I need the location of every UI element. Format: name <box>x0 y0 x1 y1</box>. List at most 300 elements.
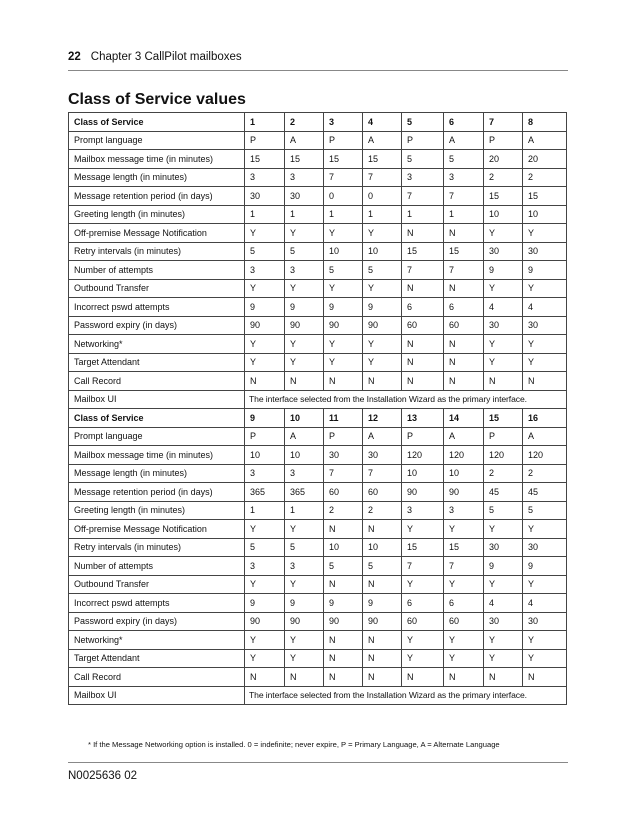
row-value: N <box>363 372 402 391</box>
row-value: 5 <box>245 242 285 261</box>
page-number: 22 <box>68 51 81 63</box>
row-value: 90 <box>285 612 324 631</box>
row-value: N <box>245 668 285 687</box>
header-cell-class: 15 <box>484 409 523 428</box>
row-value: Y <box>402 520 444 539</box>
row-value: 10 <box>285 446 324 465</box>
row-value: 120 <box>484 446 523 465</box>
mailbox-ui-value: The interface selected from the Installation Wizard as the primary interface. <box>245 390 567 409</box>
row-value: N <box>402 224 444 243</box>
row-value: 5 <box>285 242 324 261</box>
row-value: N <box>363 575 402 594</box>
row-value: 9 <box>523 261 567 280</box>
row-value: 15 <box>245 150 285 169</box>
row-label: Outbound Transfer <box>69 575 245 594</box>
row-value: 4 <box>484 298 523 317</box>
row-value: Y <box>285 353 324 372</box>
row-value: Y <box>245 575 285 594</box>
table-row <box>69 446 567 465</box>
row-value: 4 <box>523 298 567 317</box>
row-label: Number of attempts <box>69 261 245 280</box>
row-value: Y <box>285 520 324 539</box>
row-value: A <box>363 427 402 446</box>
row-value: A <box>285 131 324 150</box>
header-cell-class: 11 <box>324 409 363 428</box>
row-value: Y <box>444 575 484 594</box>
row-value: 5 <box>324 261 363 280</box>
row-value: P <box>402 427 444 446</box>
row-label: Mailbox message time (in minutes) <box>69 446 245 465</box>
table-row <box>69 242 567 261</box>
row-value: 10 <box>444 464 484 483</box>
row-value: 9 <box>484 261 523 280</box>
row-value: N <box>444 372 484 391</box>
row-value: 9 <box>523 557 567 576</box>
row-value: 7 <box>444 557 484 576</box>
table-row <box>69 168 567 187</box>
header-cell-class: 6 <box>444 113 484 132</box>
row-value: 1 <box>324 205 363 224</box>
row-value: P <box>324 131 363 150</box>
row-value: N <box>324 575 363 594</box>
footnote: * If the Message Networking option is installed. 0 = indefinite; never expire, P = Primary Language, A = Alternate Language <box>88 740 500 749</box>
table-row <box>69 187 567 206</box>
row-value: P <box>324 427 363 446</box>
row-value: 6 <box>444 594 484 613</box>
row-value: 30 <box>484 242 523 261</box>
row-value: 2 <box>484 464 523 483</box>
row-value: 90 <box>324 316 363 335</box>
row-value: 9 <box>363 298 402 317</box>
row-value: 7 <box>402 557 444 576</box>
row-value: 3 <box>245 168 285 187</box>
table-body <box>69 113 567 705</box>
row-value: 3 <box>285 557 324 576</box>
header-cell-class: 3 <box>324 113 363 132</box>
row-value: Y <box>245 335 285 354</box>
row-value: 60 <box>402 316 444 335</box>
row-value: Y <box>245 649 285 668</box>
row-value: N <box>484 668 523 687</box>
table-header-row <box>69 113 567 132</box>
row-value: 5 <box>363 557 402 576</box>
header-cell-class: 10 <box>285 409 324 428</box>
row-value: Y <box>402 649 444 668</box>
row-value: 90 <box>324 612 363 631</box>
row-value: 4 <box>484 594 523 613</box>
row-label: Call Record <box>69 668 245 687</box>
row-value: Y <box>324 353 363 372</box>
row-value: 9 <box>245 298 285 317</box>
row-value: 15 <box>523 187 567 206</box>
row-value: Y <box>484 575 523 594</box>
row-label: Message retention period (in days) <box>69 483 245 502</box>
table-row <box>69 520 567 539</box>
row-label: Number of attempts <box>69 557 245 576</box>
row-value: N <box>402 372 444 391</box>
header-cell-class: 12 <box>363 409 402 428</box>
table-row <box>69 261 567 280</box>
row-value: N <box>324 649 363 668</box>
row-value: 9 <box>484 557 523 576</box>
row-value: Y <box>523 353 567 372</box>
row-label: Prompt language <box>69 427 245 446</box>
row-value: N <box>363 631 402 650</box>
row-value: Y <box>402 631 444 650</box>
row-value: N <box>444 353 484 372</box>
row-value: Y <box>363 335 402 354</box>
row-label: Call Record <box>69 372 245 391</box>
row-value: 5 <box>363 261 402 280</box>
row-value: 9 <box>285 594 324 613</box>
row-value: 120 <box>444 446 484 465</box>
table-row <box>69 594 567 613</box>
row-value: 30 <box>523 316 567 335</box>
row-value: 15 <box>444 242 484 261</box>
row-value: 15 <box>285 150 324 169</box>
row-label: Greeting length (in minutes) <box>69 205 245 224</box>
table-row <box>69 501 567 520</box>
page-header <box>68 50 568 64</box>
row-value: 1 <box>285 205 324 224</box>
row-value: 120 <box>402 446 444 465</box>
row-value: 9 <box>324 594 363 613</box>
header-cell-class: 7 <box>484 113 523 132</box>
row-label: Networking* <box>69 335 245 354</box>
table-row <box>69 224 567 243</box>
row-value: N <box>285 668 324 687</box>
table-row <box>69 538 567 557</box>
row-value: 120 <box>523 446 567 465</box>
row-label: Off-premise Message Notification <box>69 224 245 243</box>
row-value: 10 <box>402 464 444 483</box>
row-value: 2 <box>523 464 567 483</box>
row-value: Y <box>245 631 285 650</box>
table-row <box>69 131 567 150</box>
row-value: 5 <box>285 538 324 557</box>
row-value: 9 <box>245 594 285 613</box>
row-label: Retry intervals (in minutes) <box>69 242 245 261</box>
row-value: 15 <box>444 538 484 557</box>
row-label: Networking* <box>69 631 245 650</box>
table-row <box>69 335 567 354</box>
row-value: Y <box>245 520 285 539</box>
row-value: N <box>245 372 285 391</box>
row-value: N <box>363 520 402 539</box>
row-value: 3 <box>402 168 444 187</box>
row-value: N <box>324 372 363 391</box>
document-id: N0025636 02 <box>68 770 138 782</box>
row-value: Y <box>444 520 484 539</box>
row-value: 5 <box>484 501 523 520</box>
row-label: Prompt language <box>69 131 245 150</box>
mailbox-ui-value: The interface selected from the Installation Wizard as the primary interface. <box>245 686 567 705</box>
row-value: Y <box>285 335 324 354</box>
table-row <box>69 150 567 169</box>
row-value: A <box>444 131 484 150</box>
row-label: Password expiry (in days) <box>69 316 245 335</box>
table-row <box>69 631 567 650</box>
header-cell-class: 1 <box>245 113 285 132</box>
row-value: Y <box>363 224 402 243</box>
row-value: N <box>402 279 444 298</box>
row-value: 60 <box>444 316 484 335</box>
row-value: 5 <box>324 557 363 576</box>
row-value: 5 <box>245 538 285 557</box>
row-value: Y <box>285 631 324 650</box>
row-value: 30 <box>523 242 567 261</box>
row-value: N <box>324 668 363 687</box>
row-value: 3 <box>285 168 324 187</box>
row-value: Y <box>523 631 567 650</box>
row-value: 30 <box>245 187 285 206</box>
row-value: Y <box>484 649 523 668</box>
row-value: 2 <box>523 168 567 187</box>
row-value: 30 <box>363 446 402 465</box>
row-value: Y <box>523 520 567 539</box>
row-value: Y <box>484 520 523 539</box>
row-value: N <box>523 372 567 391</box>
row-label: Message length (in minutes) <box>69 168 245 187</box>
row-value: 15 <box>402 242 444 261</box>
row-label: Message length (in minutes) <box>69 464 245 483</box>
row-value: 30 <box>523 538 567 557</box>
header-cell-class: 14 <box>444 409 484 428</box>
table-row <box>69 649 567 668</box>
header-cell-class: 4 <box>363 113 402 132</box>
row-value: 0 <box>324 187 363 206</box>
header-cell-class: 8 <box>523 113 567 132</box>
row-value: 365 <box>285 483 324 502</box>
row-value: 20 <box>523 150 567 169</box>
table-row <box>69 316 567 335</box>
row-value: Y <box>245 224 285 243</box>
row-value: 30 <box>484 316 523 335</box>
header-cell-class: 5 <box>402 113 444 132</box>
row-value: Y <box>523 335 567 354</box>
table-row <box>69 205 567 224</box>
row-value: Y <box>444 631 484 650</box>
row-value: 15 <box>363 150 402 169</box>
row-value: Y <box>484 335 523 354</box>
row-value: 7 <box>402 187 444 206</box>
header-cell-class: 9 <box>245 409 285 428</box>
row-value: 90 <box>444 483 484 502</box>
row-value: 10 <box>484 205 523 224</box>
row-value: 30 <box>324 446 363 465</box>
header-cell-label: Class of Service <box>69 409 245 428</box>
table-row <box>69 372 567 391</box>
table-row <box>69 427 567 446</box>
header-cell-class: 16 <box>523 409 567 428</box>
row-value: N <box>484 372 523 391</box>
row-value: 90 <box>285 316 324 335</box>
row-value: 7 <box>363 464 402 483</box>
row-value: Y <box>324 279 363 298</box>
row-value: 20 <box>484 150 523 169</box>
row-value: 3 <box>444 501 484 520</box>
table-row <box>69 557 567 576</box>
row-value: 5 <box>523 501 567 520</box>
row-value: P <box>484 131 523 150</box>
row-value: 30 <box>484 612 523 631</box>
row-value: P <box>484 427 523 446</box>
row-value: N <box>324 631 363 650</box>
row-value: A <box>285 427 324 446</box>
row-value: N <box>444 224 484 243</box>
row-value: 3 <box>245 261 285 280</box>
row-label: Outbound Transfer <box>69 279 245 298</box>
row-value: 90 <box>245 316 285 335</box>
row-value: N <box>363 668 402 687</box>
row-value: 6 <box>402 594 444 613</box>
table-header-row <box>69 409 567 428</box>
row-value: 10 <box>363 242 402 261</box>
row-label: Off-premise Message Notification <box>69 520 245 539</box>
row-value: N <box>363 649 402 668</box>
row-value: 5 <box>444 150 484 169</box>
row-value: 7 <box>324 168 363 187</box>
row-value: 6 <box>402 298 444 317</box>
row-value: N <box>402 335 444 354</box>
row-value: 10 <box>245 446 285 465</box>
header-cell-class: 2 <box>285 113 324 132</box>
table-row <box>69 353 567 372</box>
row-value: Y <box>523 224 567 243</box>
row-value: 5 <box>402 150 444 169</box>
row-value: A <box>523 427 567 446</box>
row-label: Password expiry (in days) <box>69 612 245 631</box>
row-value: 7 <box>363 168 402 187</box>
row-value: 3 <box>444 168 484 187</box>
row-value: 10 <box>324 538 363 557</box>
row-label: Incorrect pswd attempts <box>69 298 245 317</box>
row-value: 9 <box>363 594 402 613</box>
row-value: 60 <box>444 612 484 631</box>
row-value: Y <box>285 224 324 243</box>
row-label: Mailbox message time (in minutes) <box>69 150 245 169</box>
row-value: Y <box>523 649 567 668</box>
row-value: 45 <box>523 483 567 502</box>
table-row <box>69 575 567 594</box>
row-label: Mailbox UI <box>69 390 245 409</box>
row-value: Y <box>484 353 523 372</box>
row-value: 1 <box>363 205 402 224</box>
row-value: 60 <box>324 483 363 502</box>
row-value: 90 <box>245 612 285 631</box>
row-value: 15 <box>484 187 523 206</box>
mailbox-ui-row <box>69 390 567 409</box>
row-value: A <box>523 131 567 150</box>
section-title: Class of Service values <box>68 91 246 108</box>
row-value: Y <box>523 279 567 298</box>
header-rule <box>68 70 568 71</box>
row-value: 10 <box>324 242 363 261</box>
row-value: 7 <box>444 261 484 280</box>
table-row <box>69 279 567 298</box>
table-row <box>69 483 567 502</box>
row-value: Y <box>245 279 285 298</box>
row-value: 9 <box>285 298 324 317</box>
row-value: Y <box>402 575 444 594</box>
row-value: 365 <box>245 483 285 502</box>
footer-rule <box>68 762 568 763</box>
row-value: Y <box>245 353 285 372</box>
mailbox-ui-row <box>69 686 567 705</box>
row-value: Y <box>484 224 523 243</box>
row-value: Y <box>324 335 363 354</box>
row-value: Y <box>444 649 484 668</box>
row-value: 3 <box>285 464 324 483</box>
row-value: 3 <box>245 557 285 576</box>
row-value: Y <box>324 224 363 243</box>
row-value: P <box>245 131 285 150</box>
row-value: 10 <box>523 205 567 224</box>
row-value: 90 <box>363 612 402 631</box>
row-value: 10 <box>363 538 402 557</box>
row-label: Mailbox UI <box>69 686 245 705</box>
table-row <box>69 298 567 317</box>
row-value: N <box>523 668 567 687</box>
row-value: A <box>444 427 484 446</box>
row-value: 7 <box>324 464 363 483</box>
row-value: 1 <box>402 205 444 224</box>
row-value: 3 <box>402 501 444 520</box>
row-value: N <box>324 520 363 539</box>
row-value: Y <box>363 353 402 372</box>
row-value: 6 <box>444 298 484 317</box>
header-cell-class: 13 <box>402 409 444 428</box>
row-value: Y <box>484 279 523 298</box>
row-value: Y <box>523 575 567 594</box>
table-row <box>69 668 567 687</box>
row-label: Target Attendant <box>69 649 245 668</box>
row-label: Greeting length (in minutes) <box>69 501 245 520</box>
row-value: 3 <box>285 261 324 280</box>
row-value: 2 <box>363 501 402 520</box>
row-value: 1 <box>444 205 484 224</box>
row-value: 30 <box>285 187 324 206</box>
row-value: A <box>363 131 402 150</box>
table-row <box>69 612 567 631</box>
row-value: 1 <box>285 501 324 520</box>
row-label: Retry intervals (in minutes) <box>69 538 245 557</box>
row-value: 7 <box>444 187 484 206</box>
row-label: Target Attendant <box>69 353 245 372</box>
row-value: N <box>444 335 484 354</box>
row-value: 45 <box>484 483 523 502</box>
row-value: 9 <box>324 298 363 317</box>
row-value: 3 <box>245 464 285 483</box>
chapter-title: Chapter 3 CallPilot mailboxes <box>90 51 242 63</box>
row-value: 7 <box>402 261 444 280</box>
row-label: Message retention period (in days) <box>69 187 245 206</box>
row-value: P <box>402 131 444 150</box>
row-value: P <box>245 427 285 446</box>
row-value: 0 <box>363 187 402 206</box>
row-value: 15 <box>324 150 363 169</box>
row-value: 90 <box>402 483 444 502</box>
row-value: 60 <box>402 612 444 631</box>
row-value: 2 <box>324 501 363 520</box>
row-value: 2 <box>484 168 523 187</box>
row-value: 4 <box>523 594 567 613</box>
row-value: N <box>402 668 444 687</box>
table-row <box>69 464 567 483</box>
row-value: Y <box>285 649 324 668</box>
row-value: 60 <box>363 483 402 502</box>
row-value: 1 <box>245 501 285 520</box>
